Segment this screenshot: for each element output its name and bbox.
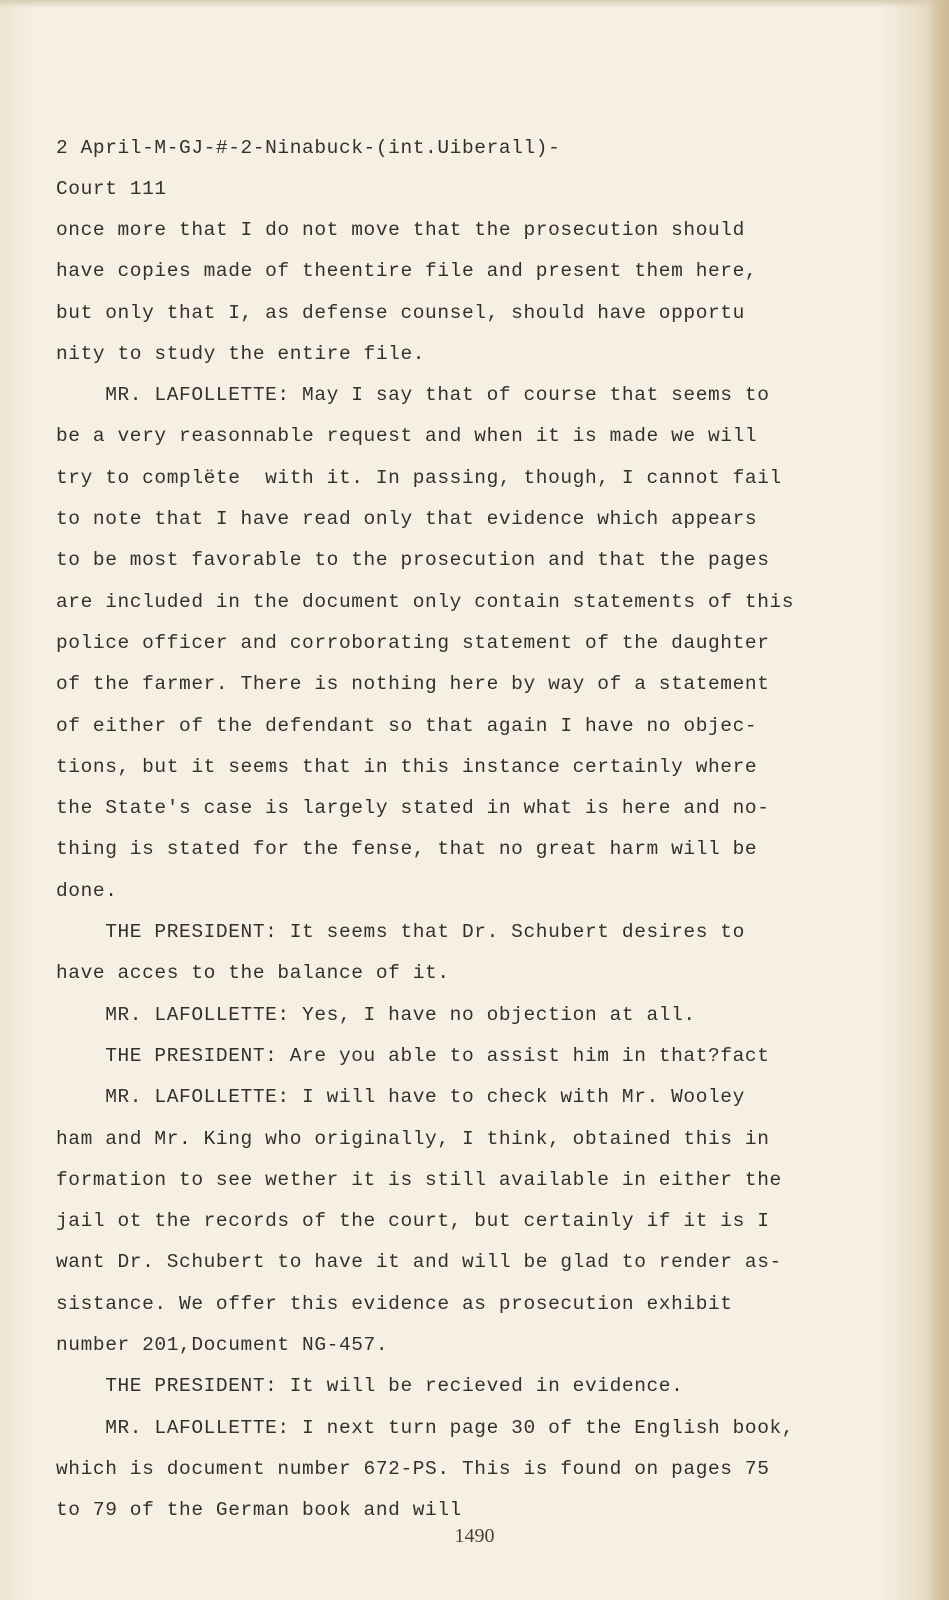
transcript-line: number 201,Document NG-457. <box>56 1334 389 1357</box>
page-top-edge <box>0 0 949 8</box>
transcript-line: to 79 of the German book and will <box>56 1499 462 1522</box>
transcript-line: are included in the document only contain statements of this <box>56 590 795 613</box>
transcript-line: be a very reasonnable request and when it is made we will <box>56 425 758 448</box>
transcript-line: jail ot the records of the court, but certainly if it is I <box>56 1210 770 1233</box>
transcript-line: of either of the defendant so that again I have no objec- <box>56 714 758 737</box>
transcript-line: ham and Mr. King who originally, I think, obtained this in <box>56 1127 770 1150</box>
header-line-2: Court 111 <box>56 178 167 200</box>
transcript-line: THE PRESIDENT: It seems that Dr. Schubert desires to <box>56 921 745 944</box>
transcript-line: THE PRESIDENT: Are you able to assist him in that?fact <box>56 1044 770 1067</box>
transcript-body <box>56 210 886 1532</box>
transcript-line: to note that I have read only that evidence which appears <box>56 508 758 531</box>
transcript-line: done. <box>56 879 118 902</box>
transcript-line: try to complëte with it. In passing, though, I cannot fail <box>56 466 782 489</box>
page-number: 1490 <box>454 1525 495 1547</box>
transcript-line: MR. LAFOLLETTE: Yes, I have no objection at all. <box>56 1003 696 1026</box>
transcript-line: to be most favorable to the prosecution and that the pages <box>56 549 770 572</box>
transcript-line: tions, but it seems that in this instance certainly where <box>56 755 758 778</box>
transcript-line: police officer and corroborating statement of the daughter <box>56 631 770 654</box>
transcript-line: thing is stated for the fense, that no great harm will be <box>56 838 758 861</box>
header-line-1: 2 April-M-GJ-#-2-Ninabuck-(int.Uiberall)- <box>56 137 561 159</box>
transcript-line: THE PRESIDENT: It will be recieved in evidence. <box>56 1375 684 1398</box>
transcript-line: MR. LAFOLLETTE: I next turn page 30 of the English book, <box>56 1416 795 1439</box>
transcript-line: MR. LAFOLLETTE: May I say that of course that seems to <box>56 384 770 407</box>
typed-transcript <box>56 128 886 1532</box>
transcript-line: have copies made of theentire file and present them here, <box>56 260 758 283</box>
transcript-line: MR. LAFOLLETTE: I will have to check with Mr. Wooley <box>56 1086 745 1109</box>
transcript-line: formation to see wether it is still available in either the <box>56 1168 782 1191</box>
transcript-line: the State's case is largely stated in what is here and no- <box>56 797 770 820</box>
transcript-line: sistance. We offer this evidence as prosecution exhibit <box>56 1292 733 1315</box>
transcript-line: but only that I, as defense counsel, should have opportu <box>56 301 745 324</box>
transcript-line: once more that I do not move that the prosecution should <box>56 219 745 241</box>
transcript-line: have acces to the balance of it. <box>56 962 450 985</box>
transcript-line: of the farmer. There is nothing here by way of a statement <box>56 673 770 696</box>
page-right-edge <box>927 0 949 1600</box>
transcript-line: which is document number 672-PS. This is found on pages 75 <box>56 1457 770 1480</box>
transcript-line: nity to study the entire file. <box>56 342 426 365</box>
transcript-line: want Dr. Schubert to have it and will be glad to render as- <box>56 1251 782 1274</box>
